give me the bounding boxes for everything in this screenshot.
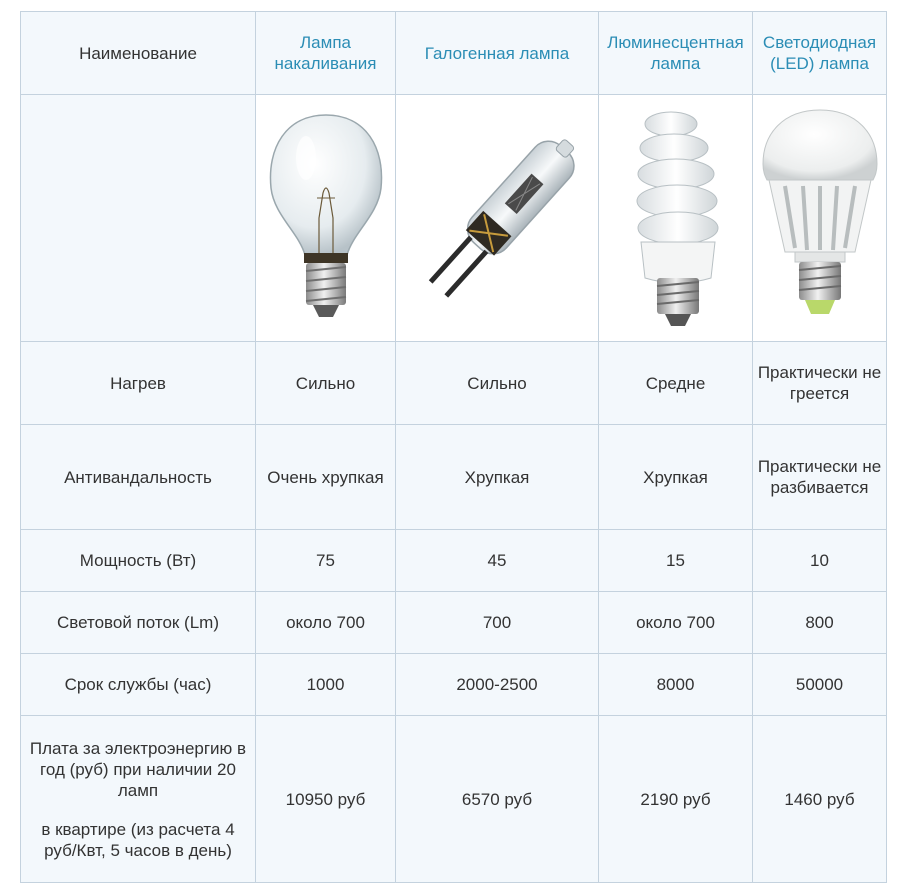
table-row	[21, 592, 887, 654]
incandescent-image-cell	[256, 95, 396, 342]
table-cell: Сильно	[396, 342, 599, 425]
image-row-empty-cell	[21, 95, 256, 342]
table-cell: Практически не греется	[753, 342, 887, 425]
table-row	[21, 716, 887, 883]
table-cell: 6570 руб	[396, 716, 599, 883]
row-label-heating: Нагрев	[21, 342, 256, 425]
header-lamp-fluorescent: Люминесцентная лампа	[599, 12, 753, 95]
row-label-luminous-flux: Световой поток (Lm)	[21, 592, 256, 654]
row-label-energy-cost	[21, 716, 256, 883]
table-cell: 75	[256, 530, 396, 592]
table-cell: Хрупкая	[599, 425, 753, 530]
header-name-cell: Наименование	[21, 12, 256, 95]
table-cell: 2000-2500	[396, 654, 599, 716]
table-cell: около 700	[599, 592, 753, 654]
table-cell: 10	[753, 530, 887, 592]
table-cell: 10950 руб	[256, 716, 396, 883]
table-cell: 2190 руб	[599, 716, 753, 883]
table-cell: Очень хрупкая	[256, 425, 396, 530]
fluorescent-spiral-icon	[621, 102, 731, 334]
row-label-durability: Антивандальность	[21, 425, 256, 530]
table-cell: 15	[599, 530, 753, 592]
header-lamp-led: Светодиодная (LED) лампа	[753, 12, 887, 95]
halogen-capsule-icon	[400, 118, 595, 318]
table-cell: 45	[396, 530, 599, 592]
image-row	[21, 95, 887, 342]
energy-cost-label: Плата за электроэнергию в год (руб) при наличии 20 ламп	[29, 738, 247, 800]
table-cell: Средне	[599, 342, 753, 425]
incandescent-bulb-icon	[261, 103, 391, 333]
table-row	[21, 530, 887, 592]
table-cell: Практически не разбивается	[753, 425, 887, 530]
row-label-power: Мощность (Вт)	[21, 530, 256, 592]
table-cell: около 700	[256, 592, 396, 654]
row-label-lifetime: Срок службы (час)	[21, 654, 256, 716]
table-cell: Сильно	[256, 342, 396, 425]
table-row	[21, 425, 887, 530]
table-row	[21, 342, 887, 425]
table-row	[21, 654, 887, 716]
header-lamp-halogen: Галогенная лампа	[396, 12, 599, 95]
lamp-comparison-table	[20, 11, 887, 883]
halogen-image-cell	[396, 95, 599, 342]
header-row	[21, 12, 887, 95]
table-cell: 800	[753, 592, 887, 654]
table-cell: 50000	[753, 654, 887, 716]
led-bulb-icon	[755, 102, 885, 334]
led-image-cell	[753, 95, 887, 342]
comparison-table-wrapper	[20, 11, 886, 884]
table-cell: 1460 руб	[753, 716, 887, 883]
header-lamp-incandescent: Лампа накаливания	[256, 12, 396, 95]
energy-cost-note: в квартире (из расчета 4 руб/Квт, 5 часов в день)	[41, 819, 235, 860]
table-cell: 8000	[599, 654, 753, 716]
table-cell: 1000	[256, 654, 396, 716]
table-cell: 700	[396, 592, 599, 654]
table-cell: Хрупкая	[396, 425, 599, 530]
fluorescent-image-cell	[599, 95, 753, 342]
